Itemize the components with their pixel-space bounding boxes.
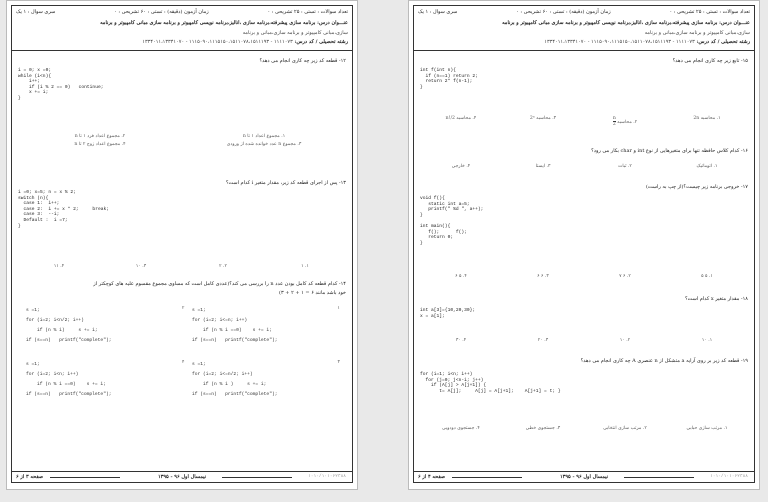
course-title-cont: سازی،مبانی کامپیوتر و برنامه سازی،مبانی و برنامه xyxy=(644,30,750,36)
option[interactable]: ۱. اتوماتیک xyxy=(696,164,718,169)
question-13: ۱۳- پس از اجرای قطعه کد زیر، مقدار متغیر i کدام است؟ xyxy=(225,180,346,186)
page-footer xyxy=(414,471,754,482)
question-17: ۱۷- خروجی برنامه زیر چیست؟(از چپ به راست) xyxy=(645,184,748,190)
option[interactable]: ۱. مرتب سازی حبابی xyxy=(686,426,728,431)
page-header xyxy=(414,6,754,51)
page-code: ۱۰۱۰/۱۰۱۰۶۲۳۸۸ xyxy=(308,474,346,479)
option[interactable]: ۴. خارجی xyxy=(451,164,471,169)
question-count: تعداد سوالات : تستی : ۲۵ تشریحی : ۰ xyxy=(669,9,750,15)
question-19-code: for (i=1; i<n; i++) for (j=0; j<n-i; j++) if (A[j] > A[j+1]) { t= A[j]; A[j] = A[j+1]; A[j+1] = t; } xyxy=(420,372,561,394)
page-number: صفحه ۳ از ۶ xyxy=(16,474,44,480)
question-count: تعداد سوالات : تستی : ۲۵ تشریحی : ۰ xyxy=(267,9,348,15)
option[interactable]: ۳. ایستا xyxy=(535,164,551,169)
question-14-option-4[interactable]: s =1; for (i=2; i<n; i++) if (n % i ==0) s += i; if (s==n) printf("complete"); xyxy=(26,362,112,397)
course-title-cont: سازی،مبانی کامپیوتر و برنامه سازی،مبانی و برنامه xyxy=(242,30,348,36)
page-header xyxy=(12,6,352,51)
footer-divider xyxy=(452,477,522,478)
course-codes: ۱۱۱۱۰۷۳ - ۱۱۱۵۰۹۰،۱۱۱۵۱۵۰،۱۵۱۱۰۷۸،۱۵۱۱۱۹۳ - ۱۳۳۴۰۱۱،۱۳۳۴۱۰۷۰ xyxy=(142,39,293,45)
option[interactable]: ۴. محاسبه n!/2 xyxy=(445,116,477,121)
question-19: ۱۹- قطعه کد زیر بر روی آرایه a متشکل از n عنصری A چه کاری انجام می دهد؟ xyxy=(580,358,748,364)
field-code-row xyxy=(418,39,750,45)
course-title: عنـــوان درس: برنامه سازی پیشرفته،برنامه سازی ،آنالیز،برنامه نویسی کامپیوتر و برنامه سازی مبانی کامپیوتر و برنامه xyxy=(502,20,750,26)
option[interactable]: ۳. ۲۰ xyxy=(537,338,549,343)
option-number: ۴ xyxy=(182,360,185,365)
question-17-code: void f(){ static int a=5; printf(" %d ", a++); } int main(){ f(); f(); return 0; } xyxy=(420,196,484,246)
option[interactable]: ۴. جستجوی دودویی xyxy=(442,426,480,431)
option-label: ۲. محاسبه xyxy=(617,120,638,125)
course-title: عنـــوان درس: برنامه سازی پیشرفته،برنامه سازی ،آنالیز،برنامه نویسی کامپیوتر و برنامه سازی مبانی کامپیوتر و برنامه xyxy=(100,20,348,26)
exam-page-right xyxy=(408,0,760,490)
fraction xyxy=(613,116,616,127)
option[interactable]: ۱. ۵ ۵ xyxy=(701,274,713,279)
option[interactable]: ۴. ۵ ۶ xyxy=(455,274,467,279)
question-16: ۱۶- کدام کلاس حافظه تنها برای متغیرهایی از نوع int و char بکار می رود؟ xyxy=(591,148,748,154)
question-12-code: i = 0; x =0; while (i<n){ i++; if (i % 2 == 0) continue; x += i; } xyxy=(18,68,104,101)
question-14: ۱۴- کدام قطعه کد کامل بودن عدد n را بررسی می کند؟(عددی کامل است که مساوی مجموع مقسوم علیه های کوچکتر از xyxy=(93,281,346,287)
question-12-options xyxy=(18,134,346,147)
question-18-code: int a[3]={10,20,30}; x = a[1]; xyxy=(420,308,476,319)
question-12: ۱۲- قطعه کد زیر چه کاری انجام می دهد؟ xyxy=(259,58,346,64)
field-code-row xyxy=(16,39,348,45)
page-frame xyxy=(11,5,353,483)
exam-page-left xyxy=(6,0,358,490)
option[interactable]: ۱. ۱۰ xyxy=(701,338,713,343)
question-15: ۱۵- تابع زیر چه کاری انجام می دهد؟ xyxy=(672,58,748,64)
semester-label: نیمسال اول ۹۶ - ۱۳۹۵ xyxy=(157,474,207,480)
page-number: صفحه ۴ از ۶ xyxy=(418,474,446,480)
footer-divider xyxy=(222,477,292,478)
option[interactable]: ۲. مجموع اعداد فرد ۱ تا n xyxy=(74,134,126,139)
question-19-options xyxy=(420,426,748,431)
semester-label: نیمسال اول ۹۶ - ۱۳۹۵ xyxy=(559,474,609,480)
question-16-options xyxy=(420,164,748,169)
question-series: سری سوال : ۱ یک xyxy=(16,9,56,15)
page-code: ۱۰۱۰/۱۰۱۰۶۲۳۸۸ xyxy=(710,474,748,479)
question-series: سری سوال : ۱ یک xyxy=(418,9,458,15)
option[interactable]: ۲. ثبات xyxy=(618,164,632,169)
option[interactable]: ۲. ۱۰ xyxy=(619,338,631,343)
option[interactable]: ۴. ۳۰ xyxy=(455,338,467,343)
question-13-code: i =0; x=5; n = x % 2; switch (n){ case 1: i++; case 2: i += x * 2; break; case 3: --i; Default : i =7; } xyxy=(18,190,109,229)
option[interactable]: ۱. مجموع اعداد ۱ تا n xyxy=(242,134,286,139)
question-14-option-2[interactable]: s =1; for (i=2; i<n/2; i++) if (n % i) s += i; if (s==n) printf("complete"); xyxy=(26,308,112,343)
footer-divider xyxy=(624,477,694,478)
footer-divider xyxy=(50,477,120,478)
fraction-numerator: n xyxy=(612,116,616,121)
question-14-option-1[interactable]: s =1; for (i=2; i<=n; i++) if (n % i ==0) s += i; if (s==n) printf("complete"); xyxy=(192,308,278,343)
option[interactable]: ۳. جستجوی خطی xyxy=(525,426,561,431)
option[interactable]: ۲. ۲ xyxy=(219,264,227,269)
option-number: ۱ xyxy=(337,306,340,311)
exam-time: زمان آزمون (دقیقه) : تستی : ۶۰ تشریحی : ۰ xyxy=(114,9,209,15)
page-frame xyxy=(413,5,755,483)
question-14-option-3[interactable]: s =1; for (i=2; i<=n/2; i++) if (n % i ) s += i; if (s==n) printf("complete"); xyxy=(192,362,278,397)
option[interactable]: ۲. ۶ ۷ xyxy=(619,274,631,279)
question-18: ۱۸- مقدار متغیر x کدام است؟ xyxy=(685,296,748,302)
option[interactable] xyxy=(584,116,666,127)
option[interactable]: ۳. محاسبه 2ⁿ xyxy=(529,116,557,121)
option-number: ۲ xyxy=(182,306,185,311)
page-footer xyxy=(12,471,352,482)
question-17-options xyxy=(420,274,748,279)
question-18-options xyxy=(420,338,748,343)
option[interactable]: ۳. ۱۰ xyxy=(135,264,147,269)
exam-time: زمان آزمون (دقیقه) : تستی : ۶۰ تشریحی : ۰ xyxy=(516,9,611,15)
option[interactable]: ۱. ۱ xyxy=(301,264,309,269)
question-15-code: int f(int n){ if (n==1) return 2; return 2* f(n-1); } xyxy=(420,68,478,90)
field-label: رشته تحصیلی / کد درس: xyxy=(294,39,348,45)
option[interactable]: ۳. مجموع n عدد خوانده شده از ورودی xyxy=(226,142,302,147)
option[interactable]: ۴. مجموع اعداد زوج ۲ تا n xyxy=(74,142,126,147)
option-number: ۳ xyxy=(337,360,340,365)
option[interactable]: ۲. مرتب سازی انتخابی xyxy=(603,426,647,431)
option[interactable]: ۳. ۶ ۶ xyxy=(537,274,549,279)
option[interactable]: ۱. محاسبه 2n xyxy=(693,116,721,121)
question-15-options xyxy=(420,116,748,127)
course-codes: ۱۱۱۱۰۷۳ - ۱۱۱۵۰۹۰،۱۱۱۵۱۵۰،۱۵۱۱۰۷۸،۱۵۱۱۱۹۳ - ۱۳۳۴۰۱۱،۱۳۳۴۱۰۷۰ xyxy=(544,39,695,45)
question-13-options xyxy=(18,264,346,269)
question-14-cont: خود باشد مانند ۶ = ۱ + ۲ + ۳) xyxy=(279,290,346,296)
fraction-denominator: 2 xyxy=(612,122,616,127)
field-label: رشته تحصیلی / کد درس: xyxy=(696,39,750,45)
option[interactable]: ۴. ۱۱ xyxy=(53,264,65,269)
